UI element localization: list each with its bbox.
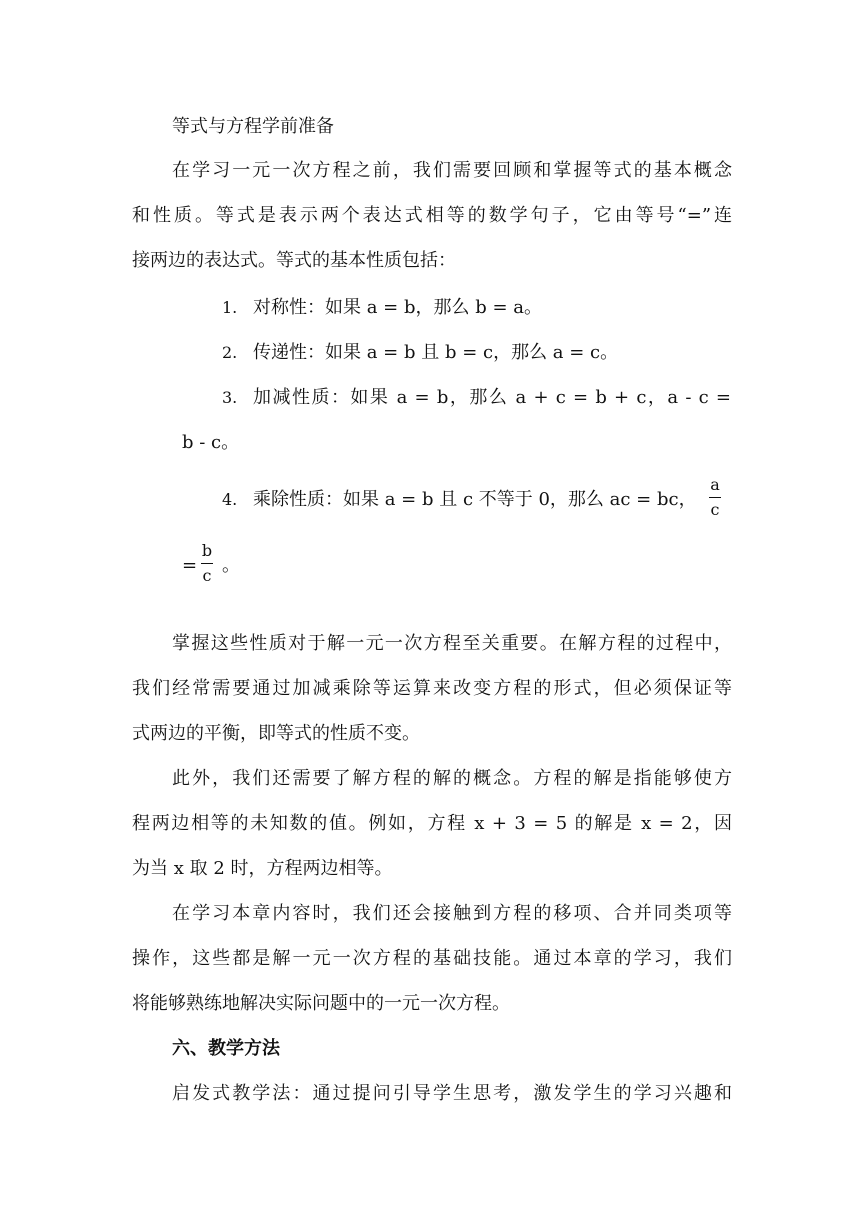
fraction-b-over-c: [200, 542, 214, 585]
para3-line-3: 为当 x 取 2 时，方程两边相等。: [132, 858, 393, 879]
fraction-denominator: c: [710, 500, 720, 519]
property-2-number: 2.: [222, 343, 238, 362]
para4-line-1: 在学习本章内容时，我们还会接触到方程的移项、合并同类项等: [172, 903, 732, 924]
fraction-bar: [201, 563, 213, 564]
doc-title: 等式与方程学前准备: [172, 116, 334, 137]
para3-line-1: 此外，我们还需要了解方程的解的概念。方程的解是指能够使方: [172, 768, 732, 789]
property-4-end: 。: [222, 555, 240, 576]
equals-sign: =: [182, 555, 198, 576]
property-3-number: 3.: [222, 388, 238, 407]
para2-line-1: 掌握这些性质对于解一元一次方程至关重要。在解方程的过程中，: [172, 633, 732, 654]
intro-line-3: 接两边的表达式。等式的基本性质包括：: [132, 250, 456, 271]
para2-line-3: 式两边的平衡，即等式的性质不变。: [132, 723, 420, 744]
property-4-number: 4.: [222, 490, 238, 509]
property-3-continuation: b - c。: [182, 432, 240, 453]
para4-line-2: 操作，这些都是解一元一次方程的基础技能。通过本章的学习，我们: [132, 948, 732, 969]
para3-line-2: 程两边相等的未知数的值。例如，方程 x + 3 = 5 的解是 x = 2，因: [132, 813, 732, 834]
para5-line-1: 启发式教学法：通过提问引导学生思考，激发学生的学习兴趣和: [172, 1083, 732, 1104]
fraction-denominator: c: [202, 566, 212, 585]
property-3-text: 加减性质：如果 a = b，那么 a + c = b + c，a - c =: [253, 387, 731, 408]
property-1-number: 1.: [222, 298, 238, 317]
fraction-numerator: b: [201, 541, 213, 560]
fraction-a-over-c: [708, 476, 722, 519]
property-2-text: 传递性：如果 a = b 且 b = c，那么 a = c。: [253, 342, 619, 363]
fraction-bar: [709, 497, 721, 498]
section-heading: 六、教学方法: [172, 1038, 280, 1059]
property-4-text: 乘除性质：如果 a = b 且 c 不等于 0，那么 ac = bc，: [253, 489, 697, 510]
intro-line-2: 和性质。等式是表示两个表达式相等的数学句子，它由等号“=”连: [132, 205, 732, 226]
fraction-numerator: a: [710, 475, 720, 494]
para2-line-2: 我们经常需要通过加减乘除等运算来改变方程的形式，但必须保证等: [132, 678, 732, 699]
intro-line-1: 在学习一元一次方程之前，我们需要回顾和掌握等式的基本概念: [172, 160, 732, 181]
property-1-text: 对称性：如果 a = b，那么 b = a。: [253, 297, 543, 318]
para4-line-3: 将能够熟练地解决实际问题中的一元一次方程。: [132, 993, 510, 1014]
